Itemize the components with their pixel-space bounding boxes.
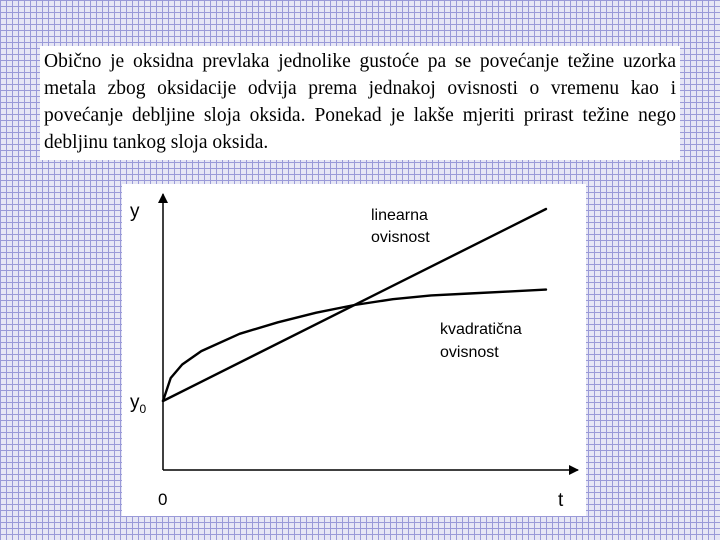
linear-label-line2: ovisnost <box>371 229 430 246</box>
y0-main: y <box>130 392 140 413</box>
y0-label <box>130 392 147 416</box>
quadratic-label-line2: ovisnost <box>440 344 499 361</box>
y0-subscript: 0 <box>139 402 147 416</box>
origin-label: 0 <box>158 490 168 509</box>
oxidation-chart <box>122 184 586 516</box>
text-panel <box>40 46 680 160</box>
quadratic-label-line1: kvadratična <box>440 321 522 338</box>
series-layer <box>163 209 546 401</box>
paragraph: Obično je oksidna prevlaka jednolike gustoće pa se povećanje težine uzorka metala zbog oksidacije odvija prema jednakoj ovisnosti o vremenu kao i povećanje debljine sloja oksida. Ponekad je lakše mjeriti prirast težine nego debljinu tankog sloja oksida. <box>44 51 676 153</box>
figure-panel <box>122 184 586 516</box>
x-axis-label: t <box>558 490 564 511</box>
y-axis-label: y <box>130 201 140 222</box>
linear-label-line1: linearna <box>371 207 428 224</box>
